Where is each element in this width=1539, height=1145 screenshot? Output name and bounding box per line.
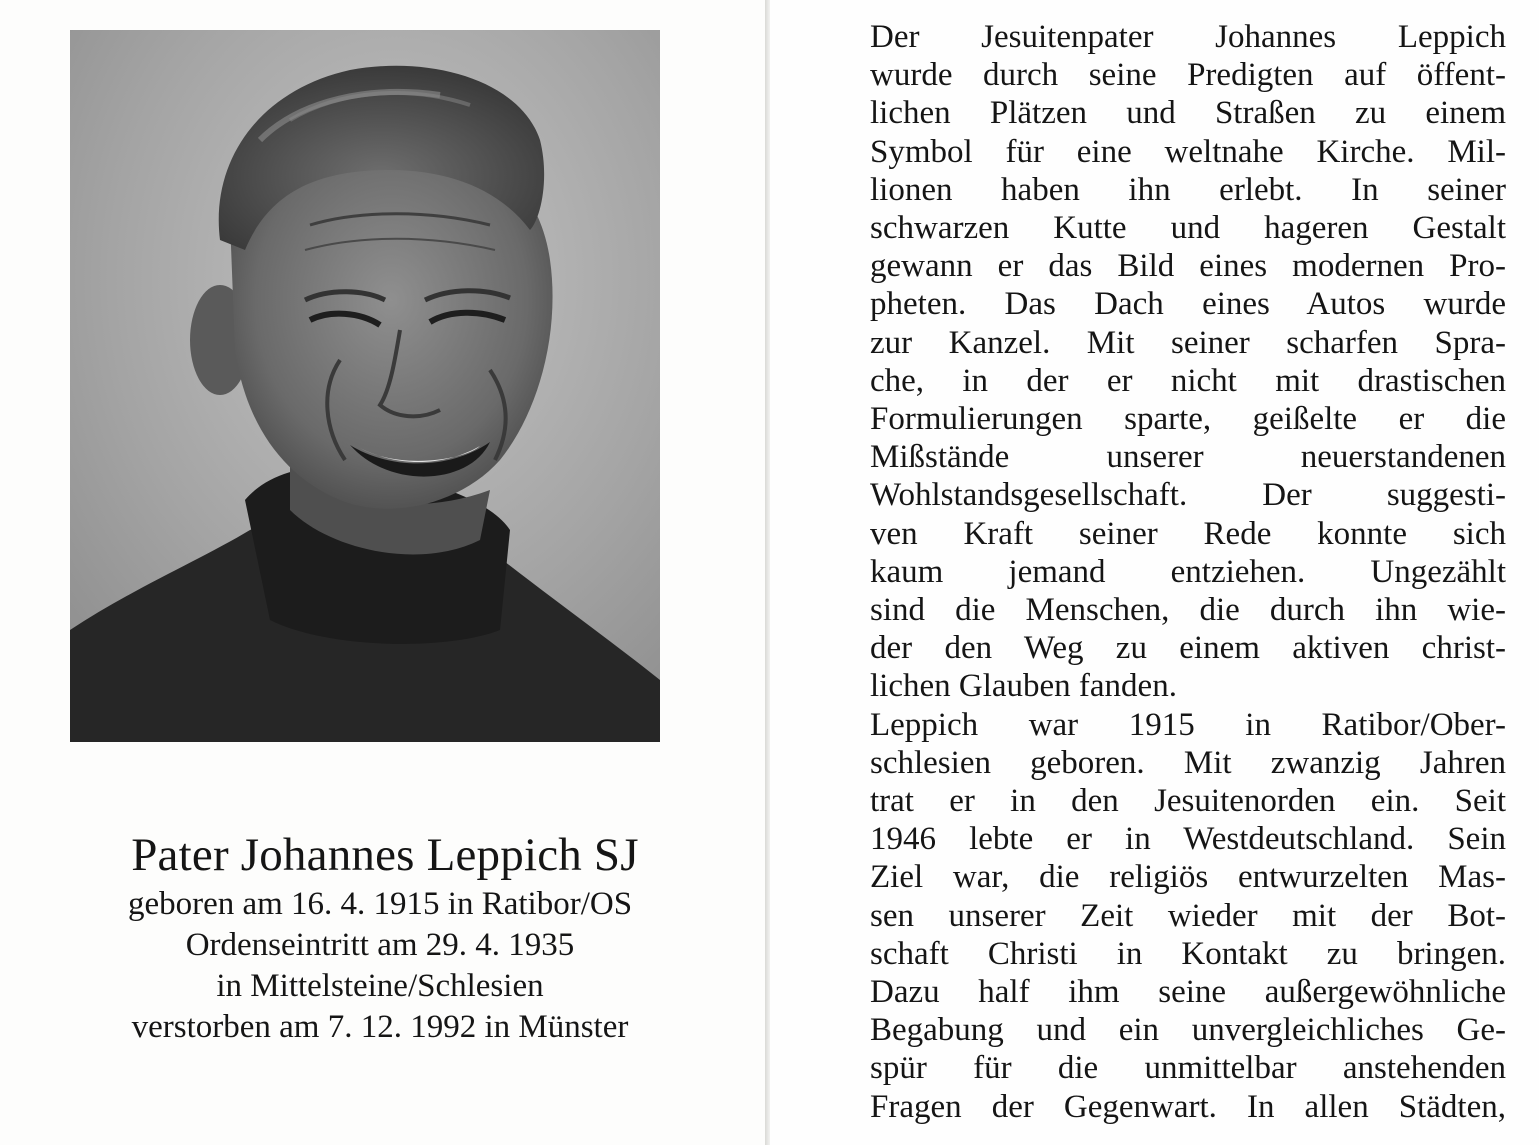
- bio-line: zur Kanzel. Mit seiner scharfen Spra-: [870, 324, 1506, 361]
- bio-line: sind die Menschen, die durch ihn wie-: [870, 592, 1506, 629]
- bio-line: Der Jesuitenpater Johannes Leppich: [870, 19, 1506, 55]
- bio-line: 1946 lebte er in Westdeutschland. Sein: [870, 821, 1506, 858]
- bio-line: Begabung und ein unvergleichliches Ge-: [870, 1012, 1506, 1049]
- biography-text: [870, 18, 1506, 1126]
- order-entry-line: Ordenseintritt am 29. 4. 1935: [185, 927, 575, 963]
- bio-line: kaum jemand entziehen. Ungezählt: [870, 553, 1506, 590]
- bio-line: Leppich war 1915 in Ratibor/Ober-: [870, 706, 1506, 743]
- bio-line: ven Kraft seiner Rede konnte sich: [870, 515, 1506, 552]
- bio-line: lionen haben ihn erlebt. In seiner: [870, 171, 1506, 208]
- bio-line: sen unserer Zeit wieder mit der Bot-: [870, 897, 1506, 934]
- left-card-page: [0, 0, 765, 1145]
- bio-line: schlesien geboren. Mit zwanzig Jahren: [870, 744, 1506, 781]
- bio-line: trat er in den Jesuitenorden ein. Seit: [870, 783, 1506, 820]
- bio-line: Mißstände unserer neuerstandenen: [870, 439, 1506, 476]
- bio-line: schwarzen Kutte und hageren Gestalt: [870, 210, 1506, 247]
- bio-line: pheten. Das Dach eines Autos wurde: [870, 286, 1506, 323]
- portrait-photo: [70, 30, 660, 742]
- bio-line: der den Weg zu einem aktiven christ-: [870, 630, 1506, 667]
- bio-line: Symbol für eine weltnahe Kirche. Mil-: [870, 133, 1506, 170]
- bio-line: lichen Plätzen und Straßen zu einem: [870, 95, 1506, 132]
- bio-line: spür für die unmittelbar anstehenden: [870, 1050, 1506, 1087]
- person-name: Pater Johannes Leppich SJ: [131, 829, 639, 881]
- birth-line: geboren am 16. 4. 1915 in Ratibor/OS: [127, 886, 633, 922]
- bio-line: Formulierungen sparte, geißelte er die: [870, 401, 1506, 438]
- order-entry-place-line: in Mittelsteine/Schlesien: [216, 968, 544, 1004]
- bio-line: Fragen der Gegenwart. In allen Städten,: [870, 1088, 1506, 1125]
- bio-line: lichen Glauben fanden.: [870, 668, 1177, 705]
- bio-line: Wohlstandsgesellschaft. Der suggesti-: [870, 477, 1506, 514]
- bio-line: wurde durch seine Predigten auf öffent-: [870, 57, 1506, 94]
- bio-line: schaft Christi in Kontakt zu bringen.: [870, 935, 1506, 972]
- bio-line: Dazu half ihm seine außergewöhnliche: [870, 974, 1506, 1011]
- portrait-illustration: [70, 30, 660, 742]
- death-line: verstorben am 7. 12. 1992 in Münster: [131, 1009, 629, 1045]
- bio-line: che, in der er nicht mit drastischen: [870, 362, 1506, 399]
- bio-line: Ziel war, die religiös entwurzelten Mas-: [870, 859, 1506, 896]
- bio-line: gewann er das Bild eines modernen Pro-: [870, 248, 1506, 285]
- caption-block: [30, 826, 730, 1048]
